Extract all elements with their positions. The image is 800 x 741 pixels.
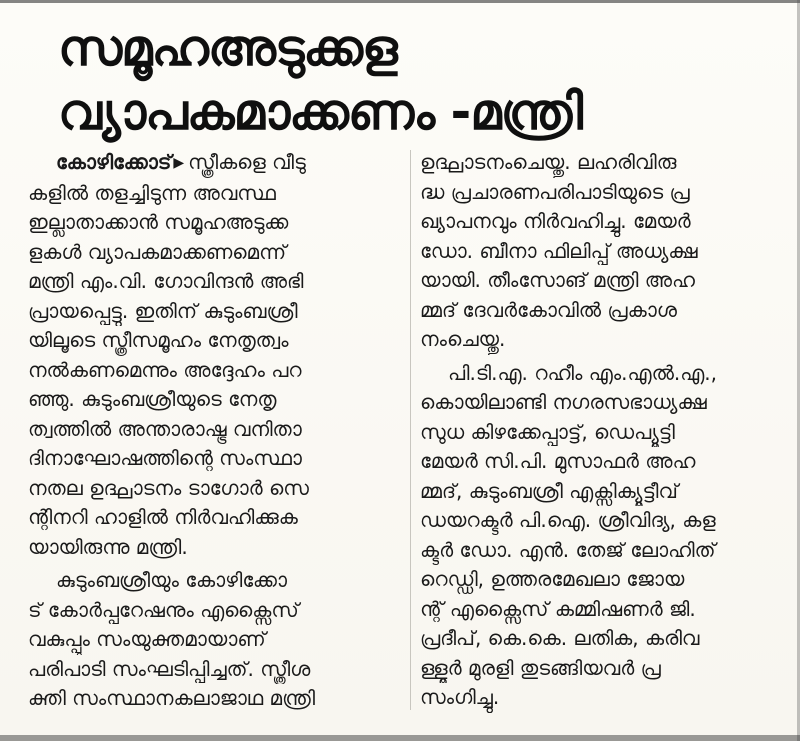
text-line: യായിരുന്നു മന്ത്രി. bbox=[28, 534, 188, 559]
paragraph-4 bbox=[420, 359, 788, 713]
text-line: പ്രദീപ്, കെ.കെ. ലതിക, കരിവ bbox=[420, 626, 700, 650]
paragraph-2 bbox=[28, 566, 402, 714]
text-line: കൊയിലാണ്ടി നഗരസഭാധ്യക്ഷ bbox=[420, 390, 707, 414]
headline-line-1: സമൂഹഅടുക്കള bbox=[58, 19, 397, 77]
text-line: മന്ത്രി എം.വി. ഗോവിന്ദൻ അഭി bbox=[28, 269, 304, 293]
text-line: ഡയറക്ടർ പി.ഐ. ശ്രീവിദ്യ, കള bbox=[420, 508, 716, 532]
clipping-top-edge bbox=[0, 0, 800, 3]
text-line: സംഗിച്ചു. bbox=[420, 685, 500, 709]
paragraph-1 bbox=[28, 148, 402, 562]
text-line: ദിനാഘോഷത്തിന്റെ സംസ്ഥാ bbox=[28, 446, 302, 470]
text-line: ത്വത്തിൽ അന്താരാഷ്ട്ര വനിതാ bbox=[28, 416, 302, 441]
text-line: ന്റിനറി ഹാളിൽ നിർവഹിക്കുക bbox=[28, 505, 298, 529]
text-line: ക്തി സംസ്ഥാനകലാജാഥ മന്ത്രി bbox=[28, 686, 316, 710]
text-line: ദ്ധ പ്രചാരണപരിപാടിയുടെ പ്ര bbox=[420, 179, 690, 204]
text-line: റെഡ്ഡി, ഉത്തരമേഖലാ ജോയ bbox=[420, 567, 685, 591]
dateline: കോഴിക്കോട് bbox=[56, 150, 172, 174]
text-line: കുടുംബശ്രീയും കോഴിക്കോ bbox=[56, 568, 288, 592]
column-divider bbox=[410, 150, 411, 710]
text-line: ക്ടർ ഡോ. എൻ. തേജ് ലോഹിത് bbox=[420, 537, 716, 562]
text-line: മ്മദ് ദേവർകോവിൽ പ്രകാശ bbox=[420, 297, 677, 322]
dateline-arrow-icon: ▶ bbox=[173, 155, 185, 171]
text-line: ഉദ്ഘാടനംചെയ്തു. ലഹരിവിരു bbox=[420, 150, 677, 174]
headline bbox=[58, 16, 698, 144]
text-line: മേയർ സി.പി. മുസാഫർ അഹ bbox=[420, 449, 696, 473]
text-line: ളകൾ വ്യാപകമാക്കണമെന്ന് bbox=[28, 239, 287, 264]
text-line: യിലൂടെ സ്ത്രീസമൂഹം നേതൃത്വം bbox=[28, 328, 289, 352]
text-line: യായി. തീംസോങ് മന്ത്രി അഹ bbox=[420, 268, 695, 292]
text-line: ള്ളൂർ മുരളി തുടങ്ങിയവർ പ്ര bbox=[420, 655, 661, 680]
headline-line-2: വ്യാപകമാക്കണം -മന്ത്രി bbox=[58, 83, 583, 141]
text-line: നതല ഉദ്ഘാടനം ടാഗോർ സെ bbox=[28, 475, 309, 500]
text-line: കളിൽ തളച്ചിടുന്ന അവസ്ഥ bbox=[28, 180, 276, 205]
text-line: നൽകണമെന്നും അദ്ദേഹം പറ bbox=[28, 357, 302, 382]
text-line: ഖ്യാപനവും നിർവഹിച്ചു. മേയർ bbox=[420, 209, 691, 233]
text-line: ട് കോർപ്പറേഷനും എക്സൈസ് bbox=[28, 597, 299, 622]
article-column-left bbox=[28, 148, 402, 714]
text-line: സുധ കിഴക്കേപ്പാട്ട്, ഡെപ്യൂട്ടി bbox=[420, 419, 675, 444]
text-line: നംചെയ്തു. bbox=[420, 327, 506, 351]
text-line: പ്രായപ്പെട്ടു. ഇതിന് കുടുംബശ്രീ bbox=[28, 298, 298, 323]
text-line: ഇല്ലാതാക്കാൻ സമൂഹഅടുക്ക bbox=[28, 210, 289, 234]
text-line: പി.ടി.എ. റഹീം എം.എൽ.എ., bbox=[448, 360, 717, 385]
text-line: വകുപ്പും സംയുക്തമായാണ് bbox=[28, 627, 266, 651]
text-line: മ്മദ്, കുടുംബശ്രീ എക്സിക്യൂട്ടീവ് bbox=[420, 478, 678, 503]
text-line: ഡോ. ബീനാ ഫിലിപ്പ് അധ്യക്ഷ bbox=[420, 238, 698, 263]
text-line: ന്റ് എക്സൈസ് കമ്മിഷണർ ജി. bbox=[420, 596, 696, 621]
text-line: കോഴിക്കോട് ▶ സ്ത്രീകളെ വീടു bbox=[56, 150, 306, 174]
clipping-bottom-edge bbox=[0, 735, 800, 741]
paragraph-3 bbox=[420, 148, 788, 355]
text-line: പരിപാടി സംഘടിപ്പിച്ചത്. സ്ത്രീശ bbox=[28, 656, 311, 681]
article-column-right bbox=[420, 148, 788, 713]
text-line: ഞ്ഞു. കുടുംബശ്രീയുടെ നേതൃ bbox=[28, 387, 277, 411]
